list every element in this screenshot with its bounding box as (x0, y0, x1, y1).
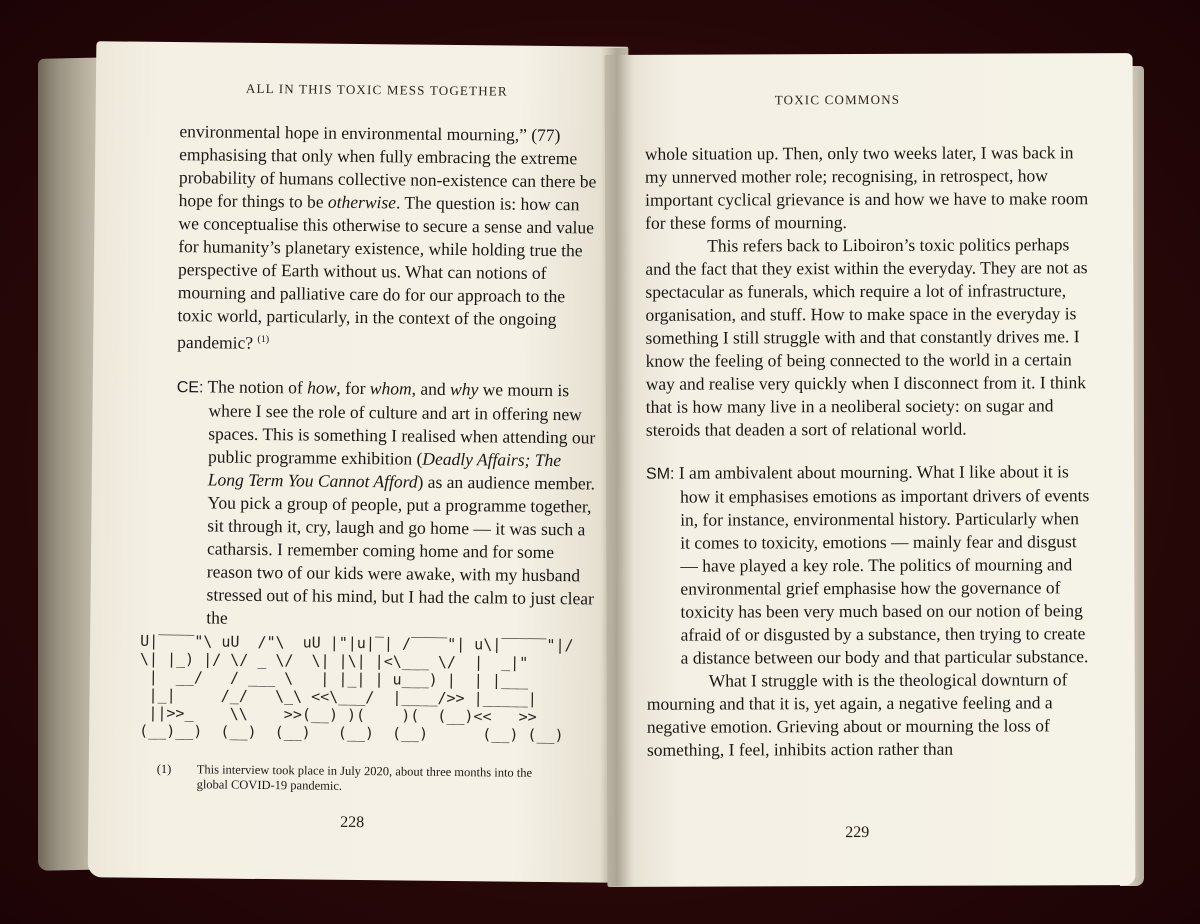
left-body-text (174, 120, 599, 633)
book-gutter-shadow (600, 48, 634, 886)
right-paragraph-4: What I struggle with is the theological downturn of mourning and that it is, yet again, a negative feeling and a negative emotion. Grieving about or mourning the loss of something, I feel, inhibits action rather than (646, 669, 1068, 760)
left-paragraph-1: environmental hope in environmental mourning,” (77) emphasising that only when fully embracing the extreme probability of humans collective non-existence can there be hope for things to be otherwise. The question is: how can we conceptualise this otherwise to secure a sense and value for humanity’s planetary existence, while holding true the perspective of Earth without us. What can notions of mourning and palliative care do for our approach to the toxic world, particularly, in the context of the ongoing pandemic? $^{(1)}$ (177, 121, 597, 353)
speaker-label-ce: CE: (176, 378, 204, 397)
footnote-text: This interview took place in July 2020, about three months into the global COVID-19 pandemic. (196, 762, 533, 793)
right-paragraph-3: SM: I am ambivalent about mourning. What I like about it is how it emphasises emotions as important drivers of events in, for instance, environmental history. Particularly when it comes to toxicity, emotions — mainly fear and disgust — have played a key role. The politics of mourning and environmental grief emphasise how the governance of toxicity has been very much based on our notion of being afraid of or disgusted by a substance, then trying to create a distance between our body and that particular substance. (645, 461, 1090, 668)
left-paragraph-2: CE: The notion of how, for whom, and why we mourn is where I see the role of culture and art in offering new spaces. This is something I realised when attending our public programme exhibition (Deadly Affairs; The Long Term You Cannot Afford) as an audience member. You pick a group of people, put a programme together, sit through it, cry, laugh and go home — it was such a catharsis. I remember coming home and for some reason two of our kids were awake, with my husband stressed out of his mind, but I had the calm to just clear the (176, 376, 596, 628)
speaker-label-sm: SM: (645, 465, 675, 483)
left-page (88, 41, 629, 883)
page-number-left: 228 (340, 813, 365, 832)
right-running-head: TOXIC COMMONS (774, 91, 901, 108)
page-number-right: 229 (845, 824, 870, 842)
pause-ascii-art: U|‾‾‾‾"\ uU /"\ uU |"|u|‾| /‾‾‾‾"| u\|‾‾‾‾‾"|/ \| |_) |/ \/ _ \/ \| |\| |<\___ \/ | _|" | __/ / ___ \ | |_| | u___) | | |___ |_| /_/ \_\ <<\___/ |____/>> |_____| ||>>_ \\ >>(__) )( )( (__)<< >> (__)__) (__) (__) (__) (__) (__) (__) (139, 631, 574, 745)
right-paragraph-2: This refers back to Liboiron’s toxic politics perhaps and the fact that they exist within the everyday. They are not as spectacular as funerals, which require a lot of infrastructure, organisation, and stuff. How to make space in the everyday is something I still struggle with and that constantly drives me. I know the feeling of being connected to the world in a certain way and realise very quickly when I disconnect from it. I think that is how many live in a neoliberal society: on sugar and steroids that deaden a sort of relational world. (645, 234, 1088, 440)
footnote-reference[interactable]: (1) (257, 333, 270, 346)
footnote-mark: (1) (156, 761, 172, 777)
footnote (156, 761, 557, 796)
exhibition-title: Deadly Affairs; The Long Term You Cannot Afford (207, 448, 562, 492)
right-paragraph-1: whole situation up. Then, only two weeks later, I was back in my unnerved mother role; recognising, in retrospect, how important cyclical grievance is and how we have to make room for these forms of mourning. (644, 142, 1089, 233)
left-running-head: ALL IN THIS TOXIC MESS TOGETHER (245, 80, 508, 99)
right-body-text (645, 141, 1091, 762)
right-page (605, 53, 1136, 887)
